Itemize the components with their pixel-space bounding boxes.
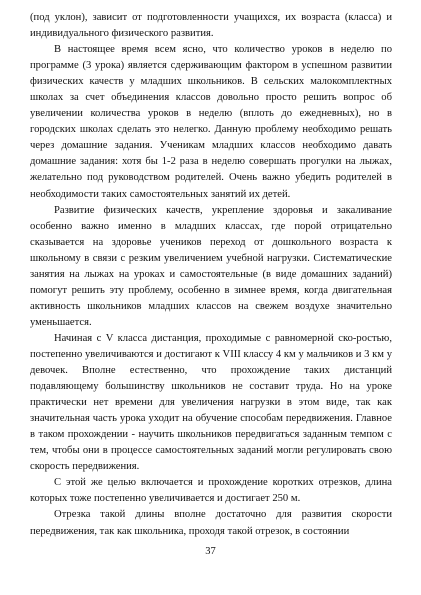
page-number: 37: [205, 546, 216, 557]
paragraph-short-segments: С этой же целью включается и прохождение коротких отрезков, длина которых тоже постепенно увеличивается и достигает 250 м.: [30, 477, 392, 505]
paragraph-lesson-count: В настоящее время всем ясно, что количество уроков в неделю по программе (3 урока) является сдерживающим фактором в успешном развитии физических качеств у младших школьников. В сельских малокомплектных школах за счет объединения классов довольно просто решить вопрос об увеличении количества уроков в неделю (вплоть до ежедневных), но в городских школах сделать это нелегко. Данную проблему необходимо решать через домашние задания. Ученикам младших классов необходимо давать домашние задания: хотя бы 1-2 раза в неделю совершать прогулки на лыжах, желательно под руководством родителей. Очень важно убедить родителей в необходимости таких самостоятельных занятий их детей.: [30, 44, 392, 200]
paragraph-segment-length: Отрезка такой длины вполне достаточно для развития скорости передвижения, так как школьника, проходя такой отрезок, в состоянии: [30, 509, 392, 537]
body-text: [30, 10, 392, 540]
paragraph-distances: Начиная с V класса дистанция, проходимые с равномерной ско-ростью, постепенно увеличиваются и достигают к VIII классу 4 км у мальчиков и 3 км у девочек. Вполне естественно, что прохождение таких дистанций подавляющему большинству школьников не составит труда. Но на уроке практически нет времени для увеличения нагрузки в этом виде, так как значительная часть урока уходит на обучение способам передвижения. Главное в таком прохождении - научить школьников передвигаться заданным темпом с тем, чтобы они в процессе самостоятельных заданий могли регулировать свою скорость передвижения.: [30, 332, 392, 473]
paragraph-continuation: (под уклон), зависит от подготовленности учащихся, их возраста (класса) и индивидуального физического развития.: [30, 12, 392, 40]
paragraph-physical-development: Развитие физических качеств, укрепление здоровья и закаливание особенно важно именно в младших классах, где порой отрицательно сказывается на здоровье учеников переход от дошкольного возраста к школьному в связи с резким увеличением учебной нагрузки. Систематические занятия на лыжах на уроках и самостоятельные (в виде домашних заданий) помогут решить эту проблему, особенно в зимнее время, когда двигательная активность школьников младших классов на свежем воздухе значительно уменьшается.: [30, 204, 392, 328]
